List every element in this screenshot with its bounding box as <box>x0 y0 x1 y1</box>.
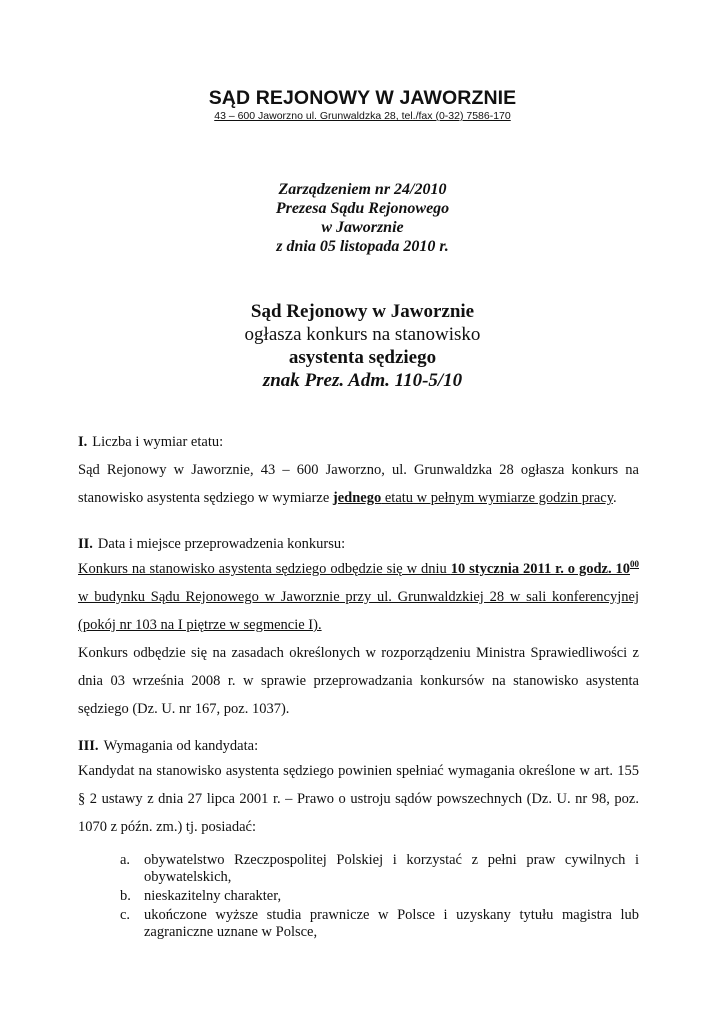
announcement-reference: znak Prez. Adm. 110-5/10 <box>262 370 463 391</box>
section-2-heading <box>78 535 639 553</box>
section-2-date: 10 stycznia 2011 r. o godz. 10 <box>450 561 630 577</box>
section-2-minutes: 00 <box>630 559 639 569</box>
order-date: z dnia 05 listopada 2010 r. <box>276 238 449 255</box>
court-address: 43 – 600 Jaworzno ul. Grunwaldzka 28, tel./fax (0-32) 7586-170 <box>214 110 511 122</box>
announcement-line: ogłasza konkurs na stanowisko <box>244 324 481 345</box>
section-1-underlined: etatu w pełnym wymiarze godzin pracy <box>381 490 614 506</box>
section-2-location: w budynku Sądu Rejonowego w Jaworznie przy ul. Grunwaldzkiej 28 w sali konferencyjnej (pokój nr 103 na I piętrze w segmencie I). <box>78 589 639 633</box>
list-item <box>120 888 639 905</box>
announcement-court: Sąd Rejonowy w Jaworznie <box>250 301 475 322</box>
section-1-number: I. <box>78 434 88 450</box>
section-3-body: Kandydat na stanowisko asystenta sędziego powinien spełniać wymagania określone w art. 155 § 2 ustawy z dnia 27 lipca 2001 r. – Prawo o ustroju sądów powszechnych (Dz. U. nr 98, poz. 1070 z późn. zm.) tj. posiadać: <box>78 763 639 835</box>
list-item-label: b. <box>120 888 131 904</box>
section-3-title: Wymagania od kandydata: <box>103 738 259 754</box>
list-item <box>120 907 639 941</box>
section-2-intro: Konkurs na stanowisko asystenta sędziego odbędzie się w dniu <box>78 561 451 577</box>
section-1-bold-word: jednego <box>332 490 382 506</box>
section-3-heading <box>78 737 639 755</box>
order-issuer: Prezesa Sądu Rejonowego <box>275 200 450 217</box>
section-2-body <box>78 555 639 723</box>
list-item <box>120 852 639 886</box>
section-1-period: . <box>613 490 617 506</box>
list-item-text: ukończone wyższe studia prawnicze w Polsce i uzyskany tytułu magistra lub zagraniczne uznane w Polsce, <box>144 907 639 940</box>
section-2-title: Data i miejsce przeprowadzenia konkursu: <box>97 536 346 552</box>
section-1-text: Sąd Rejonowy w Jaworznie, 43 – 600 Jaworzno, ul. Grunwaldzka 28 ogłasza konkurs na stanowisko asystenta sędziego w wymiarze <box>78 462 639 506</box>
section-1-title: Liczba i wymiar etatu: <box>92 434 224 450</box>
announcement-block <box>0 300 725 392</box>
announcement-position: asystenta sędziego <box>288 347 437 368</box>
section-2-number: II. <box>78 536 93 552</box>
list-item-text: obywatelstwo Rzeczpospolitej Polskiej i korzystać z pełni praw cywilnych i obywatelskich, <box>144 852 639 885</box>
order-block <box>0 180 725 256</box>
list-item-label: c. <box>120 907 131 923</box>
requirements-list <box>120 852 639 943</box>
section-1-heading <box>78 433 639 451</box>
section-1-body <box>78 456 639 512</box>
order-number: Zarządzeniem nr 24/2010 <box>278 181 447 198</box>
section-2-rules: Konkurs odbędzie się na zasadach określonych w rozporządzeniu Ministra Sprawiedliwości z dnia 03 września 2008 r. w sprawie przeprowadzania konkursów na stanowisko asystenta sędziego (Dz. U. nr 167, poz. 1037). <box>78 645 639 717</box>
list-item-label: a. <box>120 852 131 868</box>
list-item-text: nieskazitelny charakter, <box>144 888 282 904</box>
court-name-heading: SĄD REJONOWY W JAWORZNIE <box>208 87 517 109</box>
order-location: w Jaworznie <box>321 219 404 236</box>
section-3-number: III. <box>78 738 99 754</box>
